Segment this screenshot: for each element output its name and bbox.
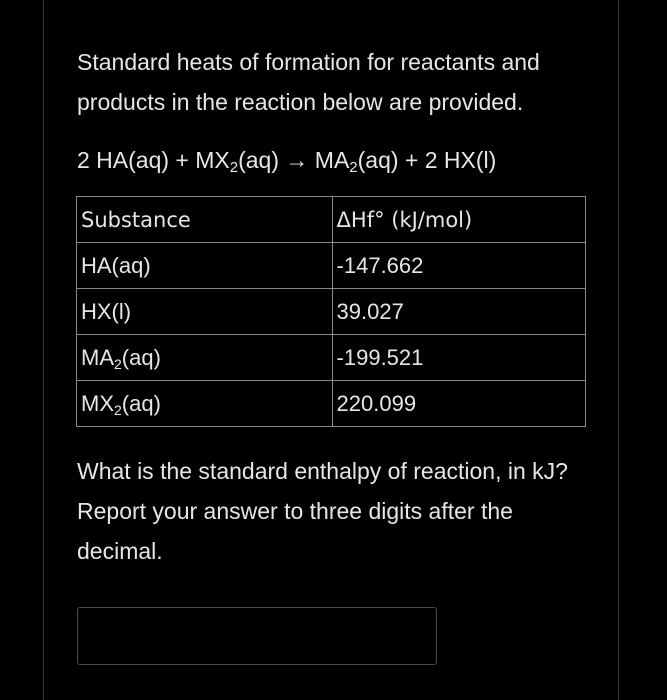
equation-subscript-2: 2 (349, 159, 358, 176)
enthalpy-header: ΔHf° (kJ/mol) (332, 197, 585, 243)
value-cell: 220.099 (332, 381, 585, 427)
table-row (77, 335, 586, 381)
reaction-equation (77, 140, 496, 180)
reaction-arrow: → (285, 147, 309, 173)
table-header-row (77, 197, 586, 243)
substance-cell: HX(l) (77, 289, 333, 335)
answer-input[interactable] (77, 607, 437, 665)
value-cell: -147.662 (332, 243, 585, 289)
equation-products-tail: (aq) + 2 HX(l) (357, 147, 497, 173)
equation-product-1: MA (314, 147, 350, 173)
heats-of-formation-table (76, 196, 586, 427)
value-cell: -199.521 (332, 335, 585, 381)
equation-state-1: (aq) (238, 147, 279, 173)
equation-reactants: 2 HA(aq) + MX (77, 147, 230, 173)
substance-cell: $MX_2(aq)$ (77, 381, 333, 427)
substance-cell: $MA_2(aq)$ (77, 335, 333, 381)
question-text: What is the standard enthalpy of reaction, in kJ? Report your answer to three digits after the decimal. (77, 458, 568, 564)
table-row (77, 289, 586, 335)
table-row (77, 381, 586, 427)
equation-subscript-1: 2 (229, 159, 239, 176)
table-row (77, 243, 586, 289)
substance-header: Substance (77, 197, 333, 243)
intro-text: Standard heats of formation for reactants and products in the reaction below are provided. (77, 49, 540, 115)
substance-cell: HA(aq) (77, 243, 333, 289)
value-cell: 39.027 (332, 289, 585, 335)
